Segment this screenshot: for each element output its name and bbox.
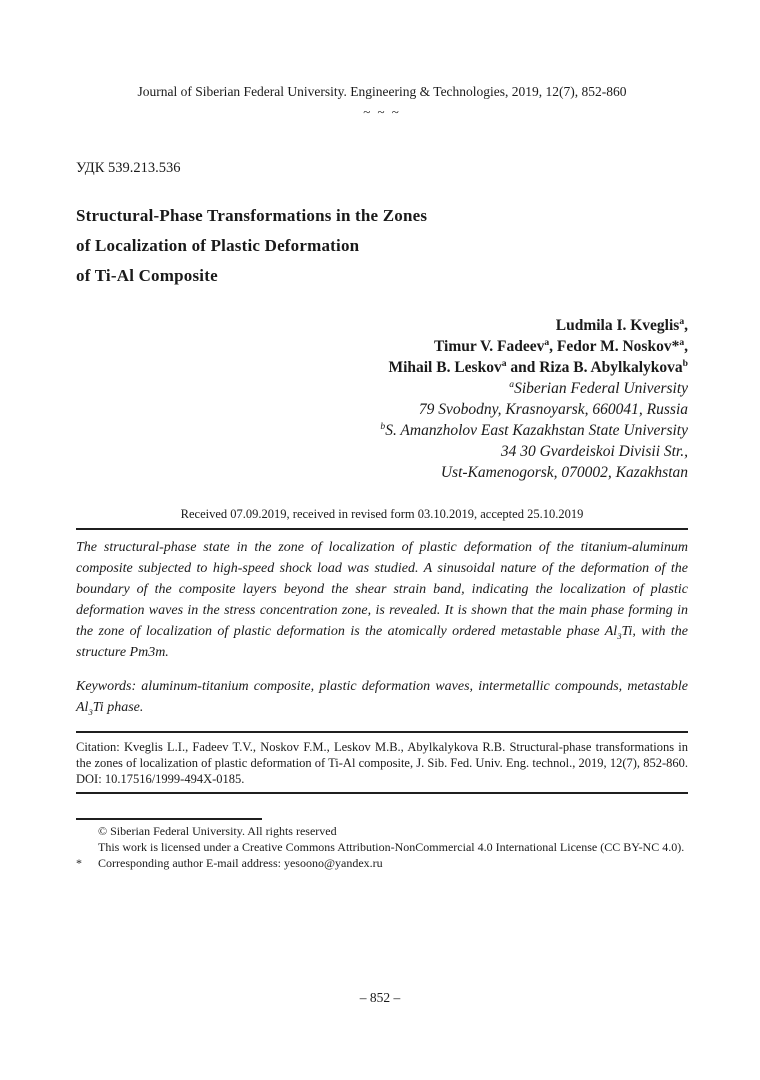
affiliation-line-1: $^a$Siberian Federal University [509, 378, 688, 397]
divider-rule-top [76, 528, 688, 530]
received-dates: Received 07.09.2019, received in revised form 03.10.2019, accepted 25.10.2019 [180, 507, 584, 521]
authors-block [76, 315, 688, 378]
divider-rule-middle [76, 731, 688, 733]
keywords-text: Keywords: aluminum-titanium composite, plastic deformation waves, intermetallic compounds, metastable $Al_3Ti$ phase. [76, 679, 688, 717]
corresponding-author-text: Corresponding author E-mail address: yesoono@yandex.ru [98, 856, 383, 870]
author-line-1: Ludmila I. Kveglis$^a$, [555, 315, 688, 334]
affiliation-line-5: Ust-Kamenogorsk, 070002, Kazakhstan [440, 464, 688, 481]
page-number: – 852 – [359, 990, 401, 1005]
tilde-separator: ~ ~ ~ [363, 104, 401, 119]
citation-text: Citation: Kveglis L.I., Fadeev T.V., Noskov F.M., Leskov M.B., Abylkalykova R.B. Structural-phase transformations in the zones of localization of plastic deformation of Ti-Al composite, J. Sib. Fed. Univ. Eng. technol., 2019, 12(7), 852-860. DOI: 10.17516/1999-494X-0185. [76, 740, 688, 786]
title-line-2: of Localization of Plastic Deformation [76, 236, 360, 255]
corresponding-author-line [76, 855, 688, 871]
asterisk-marker: * [76, 856, 82, 870]
affiliation-line-4: 34 30 Gvardeiskoi Divisii Str., [500, 443, 688, 460]
journal-header: Journal of Siberian Federal University. Engineering & Technologies, 2019, 12(7), 852-860 [137, 84, 627, 99]
abstract-text: The structural-phase state in the zone of localization of plastic deformation of the titanium-aluminum composite subjected to high-speed shock load was studied. A sinusoidal nature of the deformation of the boundary of the composite layers beyond the shear strain band, indicating the localization of plastic deformation waves in the stress concentration zone, is revealed. It is shown that the main phase forming in the zone of localization of plastic deformation is the atomically ordered metastable phase $Al_3Ti$, with the structure Pm3m. [76, 540, 688, 660]
license-line: This work is licensed under a Creative Commons Attribution-NonCommercial 4.0 International License (CC BY-NC 4.0). [98, 840, 685, 854]
author-line-2: Timur V. Fadeev$^a$, Fedor M. Noskov*$^a$, [433, 336, 688, 355]
title-line-1: Structural-Phase Transformations in the Zones [76, 206, 428, 225]
affiliation-line-3: $^b$S. Amanzholov East Kazakhstan State University [380, 420, 688, 439]
article-title [76, 201, 688, 291]
affiliations-block [76, 378, 688, 483]
udk-code: УДК 539.213.536 [76, 160, 181, 176]
title-line-3: of Ti-Al Composite [76, 266, 218, 285]
author-line-3: Mihail B. Leskov$^a$ and Riza B. Abylkalykova$^b$ [388, 357, 688, 376]
divider-rule-bottom [76, 792, 688, 794]
footnote-separator-rule [76, 818, 262, 820]
affiliation-line-2: 79 Svobodny, Krasnoyarsk, 660041, Russia [418, 401, 688, 418]
copyright-line: © Siberian Federal University. All rights reserved [98, 824, 337, 838]
footnotes-block [76, 823, 688, 871]
